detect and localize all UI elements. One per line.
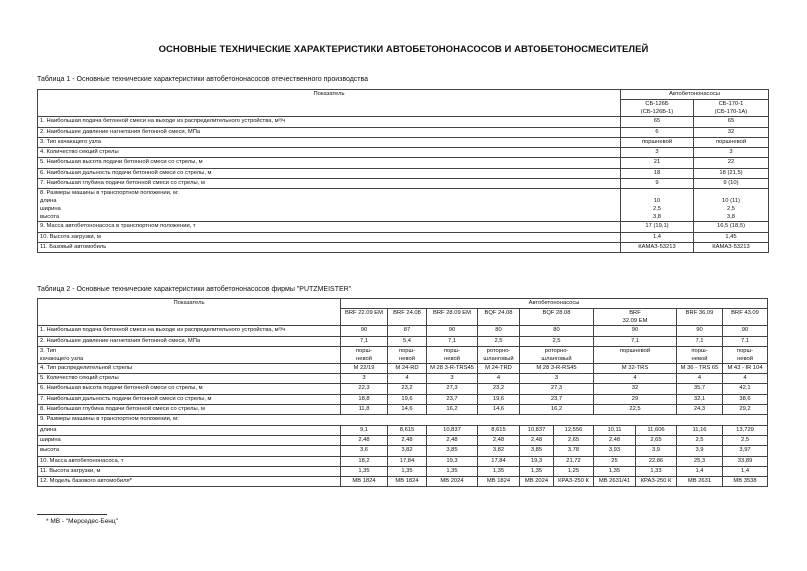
table-row: 11. Высота загрузки, м 1,35 1,35 1,35 1,35 1,35 1,25 1,35 1,33 1,4 1,4: [38, 466, 768, 476]
table1-header-model-2: СБ-170-1 (СБ-170-1А): [694, 100, 769, 117]
table2-caption: Таблица 2 - Основные технические характеристики автобетононасосов фирмы "PUTZMEISTER": [37, 286, 352, 293]
table-row: ширина 2,48 2,48 2,48 2,48 2,48 2,65 2,48 2,65 2,5 2,5: [38, 435, 768, 445]
table1-header-param: Показатель: [38, 90, 621, 117]
table-row: 10. Высота загрузки, м 1,4 1,45: [38, 232, 769, 242]
footnote-divider: [37, 514, 107, 515]
table-row: 7. Наибольшая дальность подачи бетонной смеси со стрелы, м 18,8 19,6 23,7 19,6 23,7 29 32,1 38,6: [38, 394, 768, 404]
table-row: длина 9,1 8,615 10,837 8,615 10,837 12,556 10,11 11,606 11,16 13,729: [38, 425, 768, 435]
table-row: 3. Тип качающего узла порш- невой порш- невой порш- невой роторно- шланговый роторно- шланговый поршневой порш- невой порш- невой: [38, 346, 768, 363]
footnote: * МВ - "Мерседес-Бенц": [46, 518, 118, 525]
table-row: 3. Тип качающего узла поршневой поршневой: [38, 137, 769, 147]
table-row: 11. Базовый автомобиль КАМАЗ-53213 КАМАЗ-53213: [38, 242, 769, 252]
table2-header-param: Показатель: [38, 299, 341, 326]
table-row: 12. Модель базового автомобиля* МВ 1824 МВ 1824 МВ 2024 МВ 1824 МВ 2024 КРАЗ-250 К МВ 2631/41 КРАЗ-250 К МВ 2631 МВ 3538: [38, 477, 768, 487]
table-row: 5. Количество секций стрелы 3 4 3 4 3 4 4 4: [38, 374, 768, 384]
table-row: 4. Тип распределительной стрелы М 22/19 М 24-RD М 28 3-R-TRS45 М 24-TRD М 28 3-R-RS45 М 32-TRS М 36 - TRS 65 М 43 - IR 104: [38, 363, 768, 373]
table-row: 1. Наибольшая подача бетонной смеси на выходе из распределительного устройства, м³/ч 90 87 90 80 80 90 90 90: [38, 326, 768, 336]
table-row: 5. Наибольшая высота подачи бетонной смеси со стрелы, м 21 22: [38, 158, 769, 168]
table-row: высота 3,6 3,82 3,85 3,82 3,85 3,78 3,93 3,9 3,9 3,97: [38, 446, 768, 456]
table-row: 9. Масса автобетононасоса в транспортном положении, т 17 (19,1) 16,5 (18,5): [38, 222, 769, 232]
table-row: 8. Наибольшая глубина подачи бетонной смеси со стрелы, м 11,8 14,6 16,2 14,6 16,2 22,5 24,3 29,2: [38, 405, 768, 415]
table1-domestic-pumps: [37, 89, 769, 253]
table-row-dimensions: 8. Размеры машины в транспортном положении, м: длина ширина высота 10 2,5 3,8 10 (11) 2,5 3,8: [38, 189, 769, 222]
table-row: 2. Наибольшее давление нагнетания бетонной смеси, МПа 7,1 5,4 7,1 2,5 2,5 7,1 7,1 7,1: [38, 336, 768, 346]
document-title: ОСНОВНЫЕ ТЕХНИЧЕСКИЕ ХАРАКТЕРИСТИКИ АВТОБЕТОНОНАСОСОВ И АВТОБЕТОНОСМЕСИТЕЛЕЙ: [158, 44, 649, 55]
table2-header-group: Автобетононасосы: [341, 299, 768, 309]
table-row: 4. Количество секций стрелы 3 3: [38, 148, 769, 158]
table1-header-group: Автобетононасосы: [621, 90, 769, 100]
table-row: 10. Масса автобетононасоса, т 18,2 17,84 19,3 17,84 19,3 21,72 25 22,86 25,3 33,89: [38, 456, 768, 466]
table-row: 1. Наибольшая подача бетонной смеси на выходе из распределительного устройства, м³/ч 65 65: [38, 117, 769, 127]
table1-header-model-1: СБ-126Б (СБ-126Б-1): [621, 100, 694, 117]
table-row: 2. Наибольшее давление нагнетания бетонной смеси, МПа 6 32: [38, 127, 769, 137]
table-row: 7. Наибольшая глубина подачи бетонной смеси со стрелы, м 9 9 (10): [38, 179, 769, 189]
table-row: 9. Размеры машины в транспортном положении, м:: [38, 415, 768, 425]
table-row: 6. Наибольшая дальность подачи бетонной смеси со стрелы, м 18 18 (21,5): [38, 168, 769, 178]
table-row: 6. Наибольшая высота подачи бетонной смеси со стрелы, м 22,3 23,2 27,3 23,2 27,3 32 35,7 42,1: [38, 384, 768, 394]
table2-putzmeister-pumps: Показатель Автобетононасосы BRF 22.09 EM BRF 24.08 BRF 28.09 EM BQF 24.08 BQF 28.08 BRF 32.09 EM BRF 36.09 BRF 43.09 1. Наибольшая подача бетонной смеси на выходе из распределительного устройства, м³/ч 90 87 90 80 80 90 90 90 2. Наибольшее давление нагнетания бетонной смеси, МПа 7,1 5,4 7,1 2,5 2,5 7,1 7,1 7,1 3. Тип качающего узла порш- невой порш- невой порш- невой роторно- шланговый роторно- шланговый поршневой порш- невой порш- невой 4. Тип распределительной стрелы М 22/19 М 24-RD М 28 3-R-TRS45 М 24-TRD М 28 3-R-RS45 М 32-TRS М 36 - TRS 65 М 43 - IR 104 5. Количество секций стрелы 3 4 3 4 3 4 4 4 6. Наибольшая высота подачи бетонной смеси со стрелы, м 22,3 23,2 27,3 23,2 27,3 32 35,7 42,1 7. Наибольшая дальность подачи бетонной смеси со стрелы, м 18,8 19,6 23,7 19,6 23,7 29 32,1 38,6 8. Наибольшая глубина подачи бетонной смеси со стрелы, м 11,8 14,6 16,2 14,6 16,2 22,5 24,3 29,2 9. Размеры машины в транспортном положении, м: длина 9,1 8,615 10,837 8,615 10,837 12,556 10,11 11,606 11,16 13,729 ширина 2,48 2,48 2,48 2,48 2,48 2,65 2,48 2,65 2,5 2,5 высота 3,6 3,82 3,85 3,82 3,85 3,78 3,93 3,9 3,9 3,97 10. Масса автобетононасоса, т 18,2 17,84 19,3 17,84 19,3 21,72 25 22,86 25,3 33,89 11. Высота загрузки, м 1,35 1,35 1,35 1,35 1,35 1,25 1,35 1,33 1,4 1,4 12. Модель базового автомобиля* МВ 1824 МВ 1824 МВ 2024 МВ 1824 МВ 2024 КРАЗ-250 К МВ 2631/41 КРАЗ-250 К МВ 2631 МВ 3538: [37, 298, 768, 487]
table1-caption: Таблица 1 - Основные технические характеристики автобетононасосов отечественного производства: [37, 76, 369, 83]
